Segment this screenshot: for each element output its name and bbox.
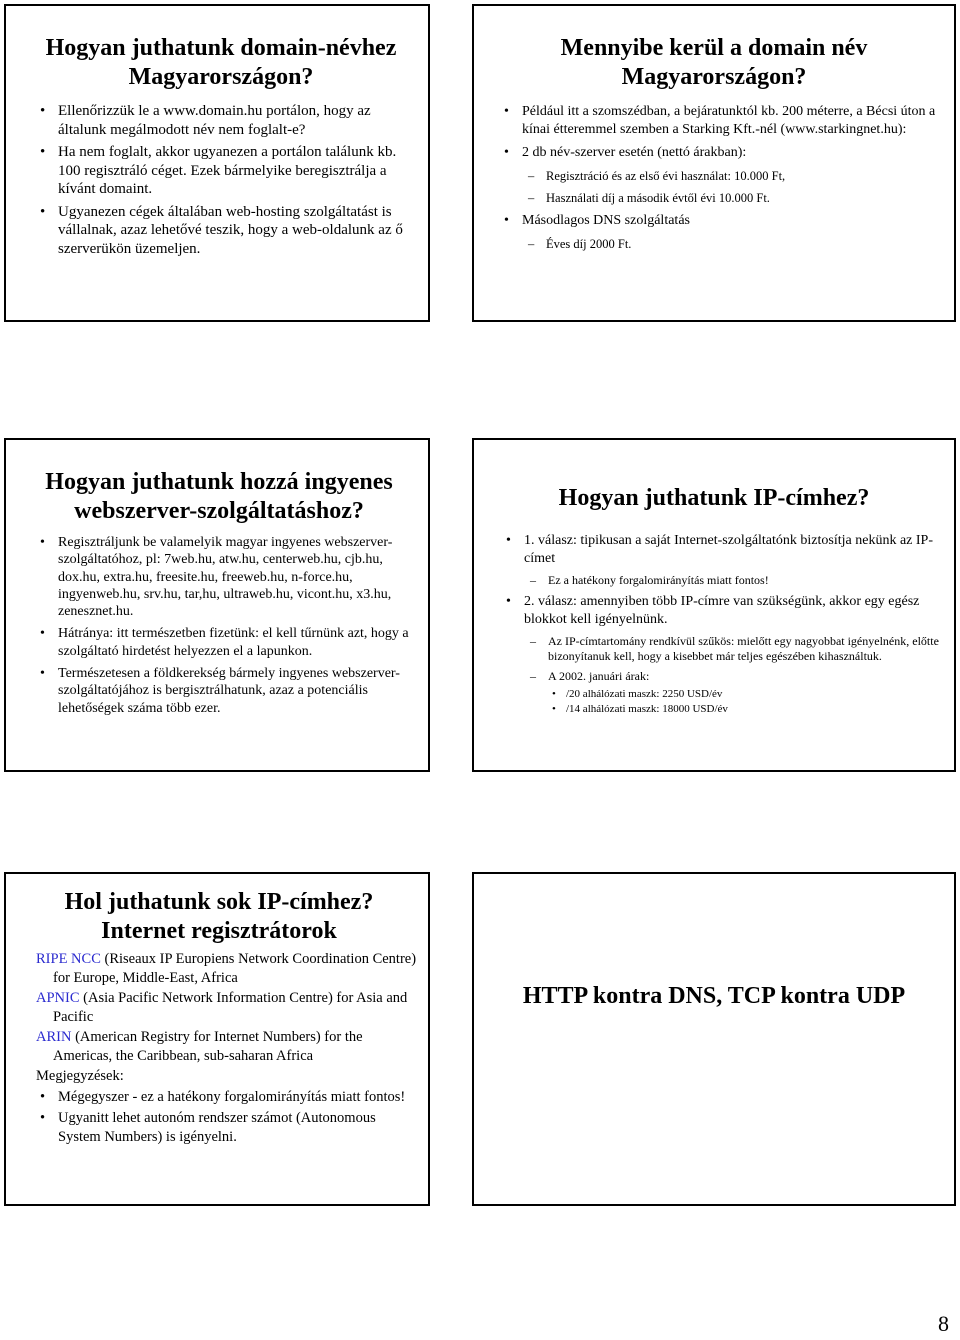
slide-body (36, 950, 421, 1146)
bullet-text: Másodlagos DNS szolgáltatás (522, 213, 690, 228)
bullet-item: • Hátránya: itt természetben fizetünk: el kell tűrnünk azt, hogy a szolgáltató hirdetést helyezzen el a lapunkon. (36, 625, 416, 660)
sub-bullet-item (524, 669, 942, 718)
slide-domain-acquisition (4, 4, 430, 322)
bullet-item (500, 212, 940, 252)
sub-bullet-list (522, 168, 940, 206)
registry-description: (American Registry for Internet Numbers) for the Americas, the Caribbean, sub-saharan Africa (53, 1029, 363, 1064)
notes-label: Megjegyzések: (36, 1068, 124, 1084)
registry-entry (36, 989, 421, 1026)
registry-description: (Riseaux IP Europiens Network Coordination Centre) for Europe, Middle-East, Africa (53, 951, 417, 986)
slide-title: Mennyibe kerül a domain név Magyarországon? (560, 35, 868, 90)
bullet-text: 1. válasz: tipikusan a saját Internet-szolgáltatónk biztosítja nekünk az IP-címet (524, 533, 933, 566)
page-number: 8 (938, 1311, 949, 1336)
registry-entry (36, 1028, 421, 1065)
bullet-item (502, 593, 942, 718)
slide-internet-registries (4, 872, 430, 1206)
sub-bullet-list (522, 236, 940, 252)
slide-http-dns-tcp-udp (472, 872, 956, 1206)
sub-bullet-item: – Ez a hatékony forgalomirányítás miatt fontos! (524, 573, 942, 589)
slide-domain-price (472, 4, 956, 322)
bullet-list (502, 532, 942, 721)
slide-title (26, 888, 412, 946)
bullet-text: 2 db név-szerver esetén (nettó árakban): (522, 145, 747, 160)
title-line: Hol juthatunk sok IP-címhez? (64, 889, 374, 915)
sub-bullet-list (524, 573, 942, 589)
price-item: • /14 alhálózati maszk: 18000 USD/év (548, 702, 942, 717)
notes-list (36, 1088, 421, 1147)
slide-title: Hogyan juthatunk IP-címhez? (558, 485, 870, 511)
bullet-text: Például itt a szomszédban, a bejáratunktól kb. 200 méterre, a Bécsi úton a kínai étteremmel szemben a Starking Kft.-nél (www.starkingnet.hu): (522, 104, 936, 137)
registry-entry (36, 950, 421, 987)
bullet-list (36, 534, 416, 717)
bullet-item (500, 103, 940, 139)
slide-ip-address (472, 438, 956, 772)
bullet-item (500, 144, 940, 206)
sub-bullet-item: – Éves díj 2000 Ft. (522, 236, 940, 252)
registry-acronym: APNIC (36, 990, 80, 1006)
note-item: • Mégegyszer - ez a hatékony forgalomirányítás miatt fontos! (36, 1088, 421, 1107)
bullet-item: • Ha nem foglalt, akkor ugyanezen a portálon találunk kb. 100 regisztráló céget. Ezek bármelyike beregisztrálja a kívánt domaint. (36, 143, 416, 199)
bullet-list (36, 102, 416, 258)
sub-bullet-item: – Regisztráció és az első évi használat: 10.000 Ft, (522, 168, 940, 184)
slide-title: Hogyan juthatunk hozzá ingyenes webszerver-szolgáltatáshoz? (45, 469, 393, 524)
bullet-item: • Regisztráljunk be valamelyik magyar ingyenes webszerver-szolgáltatóhoz, pl: 7web.hu, atw.hu, centerweb.hu, cjb.hu, dox.hu, extra.hu, freesite.hu, freeweb.hu, n-force.hu, ingyenweb.hu, srv.hu, tar,hu, ultraweb.hu, vicont.hu, x3.hu, zenesznet.hu. (36, 534, 416, 620)
bullet-list (500, 103, 940, 258)
price-item: • /20 alhálózati maszk: 2250 USD/év (548, 687, 942, 702)
bullet-text: 2. válasz: amennyiben több IP-címre van szükségünk, akkor egy egész blokkot kell igényelnünk. (524, 593, 920, 627)
bullet-item: • Ugyanezen cégek általában web-hosting szolgáltatást is vállalnak, azaz lehetővé teszik, hogy a web-oldalunk az ő szerverükön üzemeljen. (36, 203, 416, 259)
registry-acronym: RIPE NCC (36, 951, 101, 967)
slide-title: Hogyan juthatunk domain-névhez Magyarországon? (45, 35, 397, 90)
bullet-item (502, 532, 942, 589)
slide-title: HTTP kontra DNS, TCP kontra UDP (522, 983, 906, 1009)
title-line: Internet regisztrátorok (101, 918, 337, 944)
sub-sub-bullet-list (548, 687, 942, 717)
sub-bullet-text: A 2002. januári árak: (548, 668, 650, 683)
bullet-item: • Ellenőrizzük le a www.domain.hu portálon, hogy az általunk megálmodott név nem foglalt-e? (36, 102, 416, 139)
registry-acronym: ARIN (36, 1029, 72, 1045)
bullet-item: • Természetesen a földkerekség bármely ingyenes webszerver-szolgáltatójához is bergisztrálhatunk, azaz a potenciális lehetőségek száma több ezer. (36, 665, 416, 717)
slide-free-webhosting (4, 438, 430, 772)
sub-bullet-item: – Az IP-címtartomány rendkívül szűkös: mielőtt egy nagyobbat igényelnénk, előtte bizonyítanuk kell, hogy a kisebbet már teljes egészében kihasználtuk. (524, 634, 942, 665)
note-item: • Ugyanitt lehet autonóm rendszer számot (Autonomous System Numbers) is igényelni. (36, 1109, 421, 1146)
sub-bullet-list (524, 634, 942, 718)
registry-description: (Asia Pacific Network Information Centre) for Asia and Pacific (53, 990, 408, 1025)
sub-bullet-item: – Használati díj a második évtől évi 10.000 Ft. (522, 190, 940, 206)
